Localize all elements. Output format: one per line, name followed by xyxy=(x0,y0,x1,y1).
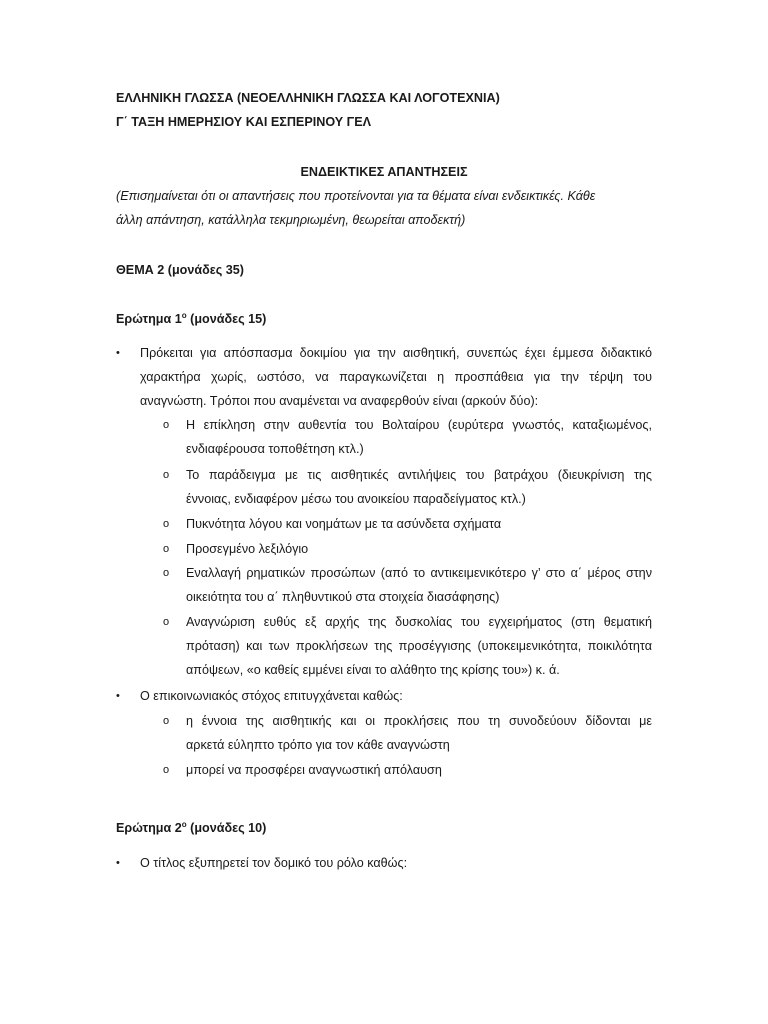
answers-title: ΕΝΔΕΙΚΤΙΚΕΣ ΑΠΑΝΤΗΣΕΙΣ xyxy=(300,165,468,179)
q1-bullet2-sub1-line1: η έννοια της αισθητικής και οι προκλήσεις που τη συνοδεύουν δίδονται με xyxy=(186,714,652,728)
theme-title: ΘΕΜΑ 2 (μονάδες 35) xyxy=(116,263,244,277)
bullet-marker: • xyxy=(116,347,120,359)
sub-bullet-marker: o xyxy=(163,543,170,555)
sub-bullet-marker: o xyxy=(163,616,170,628)
sub-bullet-marker: o xyxy=(163,518,170,530)
sub-bullet-marker: o xyxy=(163,764,170,776)
bullet-marker: • xyxy=(116,690,120,702)
q1-bullet2-line1: Ο επικοινωνιακός στόχος επιτυγχάνεται καθώς: xyxy=(140,689,403,703)
q1-bullet1-line1: Πρόκειται για απόσπασμα δοκιμίου για την αισθητική, συνεπώς έχει έμμεσα διδακτικό xyxy=(140,346,652,360)
question-2-title: Ερώτημα $2^o$ (μονάδες 10) xyxy=(116,819,267,835)
q1-sub3-line1: Πυκνότητα λόγου και νοημάτων με τα ασύνδετα σχήματα xyxy=(186,517,502,531)
q1-sub6-line2: πρόταση) και των προκλήσεων της προσέγγισης (υποκειμενικότητα, ποικιλότητα xyxy=(186,639,652,653)
q1-sub5-line1: Εναλλαγή ρηματικών προσώπων (από το αντικειμενικότερο γ’ στο α΄ μέρος στην xyxy=(186,566,652,580)
q1-bullet2-sub1-line2: αρκετά εύληπτο τρόπο για τον κάθε αναγνώστη xyxy=(186,738,450,752)
q1-sub2-line2: έννοιας, ενδιαφέρον μέσω του ανοικείου παραδείγματος κτλ.) xyxy=(186,492,526,506)
question-1-title: Ερώτημα $1^o$ (μονάδες 15) xyxy=(116,310,267,326)
q1-sub2-line1: Το παράδειγμα με τις αισθητικές αντιλήψεις του βατράχου (διευκρίνιση της xyxy=(186,468,652,482)
sub-bullet-marker: o xyxy=(163,469,170,481)
document-header-subject: ΕΛΛΗΝΙΚΗ ΓΛΩΣΣΑ (ΝΕΟΕΛΛΗΝΙΚΗ ΓΛΩΣΣΑ ΚΑΙ ΛΟΓΟΤΕΧΝΙΑ) xyxy=(116,91,500,105)
q1-bullet2-sub2-line1: μπορεί να προσφέρει αναγνωστική απόλαυση xyxy=(186,763,442,777)
q1-sub5-line2: οικειότητα του α΄ πληθυντικού στα στοιχεία διασάφησης) xyxy=(186,590,500,604)
q1-sub1-line1: Η επίκληση στην αυθεντία του Βολταίρου (ευρύτερα γνωστός, καταξιωμένος, xyxy=(186,418,652,432)
q2-bullet1-line1: Ο τίτλος εξυπηρετεί τον δομικό του ρόλο καθώς: xyxy=(140,856,408,870)
intro-note-line-2: άλλη απάντηση, κατάλληλα τεκμηριωμένη, θεωρείται αποδεκτή) xyxy=(116,213,466,227)
sub-bullet-marker: o xyxy=(163,715,170,727)
q1-bullet1-line2: χαρακτήρα χωρίς, ωστόσο, να παραγκωνίζεται η προσπάθεια για την τέρψη του xyxy=(140,370,652,384)
q1-bullet1-line3: αναγνώστη. Τρόποι που αναμένεται να αναφερθούν είναι (αρκούν δύο): xyxy=(140,394,539,408)
q1-sub6-line3: απόψεων, «ο καθείς εμμένει είναι το αλάθητο της κρίσης του») κ. ά. xyxy=(186,663,560,677)
document-header-class: Γ΄ ΤΑΞΗ ΗΜΕΡΗΣΙΟΥ ΚΑΙ ΕΣΠΕΡΙΝΟΥ ΓΕΛ xyxy=(116,115,372,129)
q1-sub6-line1: Αναγνώριση ευθύς εξ αρχής της δυσκολίας του εγχειρήματος (στη θεματική xyxy=(186,615,652,629)
intro-note-line-1: (Επισημαίνεται ότι οι απαντήσεις που προτείνονται για τα θέματα είναι ενδεικτικές. Κάθε xyxy=(116,189,596,203)
q1-sub4-line1: Προσεγμένο λεξιλόγιο xyxy=(186,542,309,556)
q1-sub1-line2: ενδιαφέρουσα τοποθέτηση κτλ.) xyxy=(186,442,364,456)
sub-bullet-marker: o xyxy=(163,567,170,579)
bullet-marker: • xyxy=(116,857,120,869)
sub-bullet-marker: o xyxy=(163,419,170,431)
